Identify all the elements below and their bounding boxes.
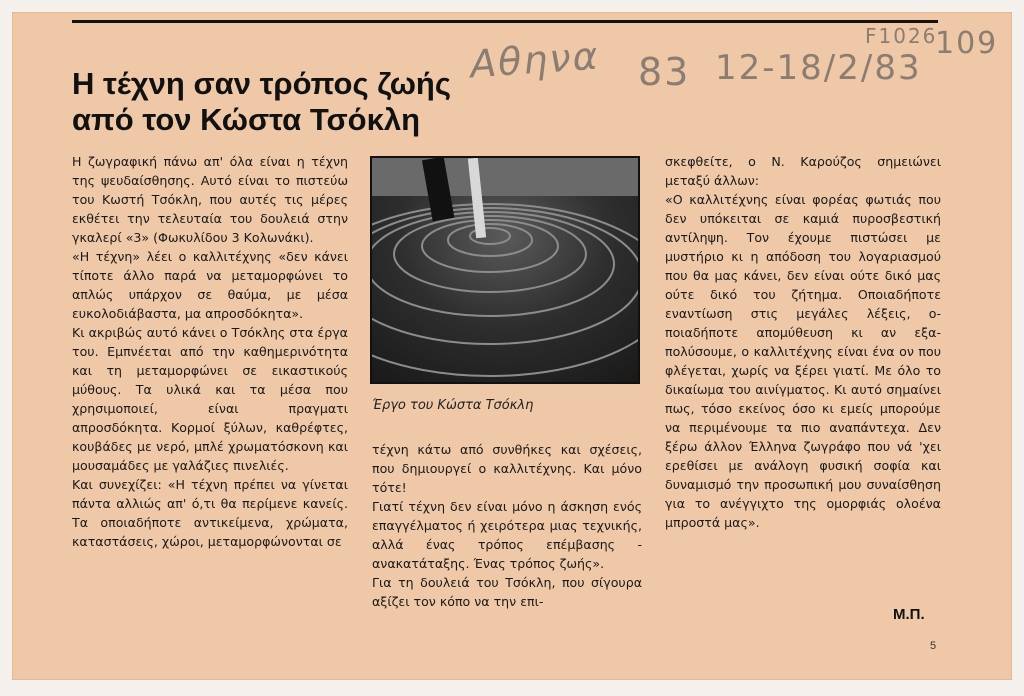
article-column-2	[372, 440, 642, 611]
artwork-photo	[370, 156, 640, 384]
article-column-1	[72, 152, 348, 551]
page-number: 5	[930, 640, 937, 652]
article-headline	[72, 66, 592, 138]
column-1-paragraph-3: Κι ακριβώς αυτό κάνει ο Τσόκλης στα έργα του. Εμπνέεται από την καθημερινότητα και τη μεταμορφώνει σε εικαστικούς μύθους. Τα υλικά και τα μέσα που χρησιμοποιεί, είναι πραγματι απροσδόκητα. Κορμοί ξύλων, καθρέφτες, κουβάδες με νερό, μπλέ χρωματόσκονη και μουσαμάδες με γαλάζιες πινελιές.	[72, 325, 348, 473]
column-1-paragraph-2: «Η τέχνη» λέει ο καλλιτέχνης «δεν κάνει τίποτε άλλο παρά να μεταμορφώνει το απλώς υπάρχον σε θαύμα, με μέσα ευκολοδιάβαστα, μα απροσδόκητα».	[72, 249, 348, 321]
headline-line-2: από τον Κώστα Τσόκλη	[72, 102, 421, 137]
column-3-paragraph-1: σκεφθείτε, ο Ν. Καρούζος σημειώνει μεταξύ άλλων:	[665, 154, 941, 188]
author-signature: Μ.Π.	[893, 606, 925, 623]
handwritten-code: F1026	[865, 24, 938, 48]
column-1-paragraph-1: Η ζωγραφική πάνω απ' όλα είναι η τέχνη της ψευδαίσθησης. Αυτό είναι το πιστεύω του Κωστή Τσόκλη, που αυτές τις μέρες εκθέτει την τελευταία του δουλειά στην γκαλερί «3» (Φωκυλίδου 3 Κολωνάκι).	[72, 154, 348, 245]
article-column-3	[665, 152, 941, 532]
photo-caption: Έργο του Κώστα Τσόκλη	[372, 398, 534, 413]
column-2-paragraph-2: Γιατί τέχνη δεν είναι μόνο η άσκηση ενός επαγγέλματος ή χειρότερα μιας τεχνικής, αλλά ένας τρόπος επέμβασης - ανακατάταξης. Ένας τρόπος ζωής».	[372, 499, 642, 571]
handwritten-page: 109	[935, 26, 999, 61]
handwritten-dates: 12-18/2/83	[715, 48, 922, 88]
column-2-paragraph-1: τέχνη κάτω από συνθήκες και σχέσεις, που δημιουργεί ο καλλιτέχνης. Και μόνο τότε!	[372, 442, 642, 495]
handwritten-source: Αθηνα	[468, 33, 601, 87]
water-ripples-image	[372, 158, 638, 382]
column-1-paragraph-4: Και συνεχίζει: «Η τέχνη πρέπει να γίνεται πάντα αλλιώς απ' ό,τι θα περίμενε κανείς. Τα οποιαδήποτε αντικείμενα, χρώματα, καταστάσεις, χώροι, μεταμορφώνονται σε	[72, 477, 348, 549]
column-2-paragraph-3: Για τη δουλειά του Τσόκλη, που σίγουρα αξίζει τον κόπο να την επι-	[372, 575, 642, 609]
headline-line-1: Η τέχνη σαν τρόπος ζωής	[72, 66, 451, 101]
column-3-paragraph-2: «Ο καλλιτέχνης είναι φορέας φωτιάς που δεν υπόκειται σε καμιά πυροσβεστική αντίληψη. Τον έχουμε πιστώσει με μυστήριο κι η απόδοση του λογαριασμού που θα μας κάνει, δεν είναι ούτε δικό μας ούτε δικό του ζήτημα. Οποιαδήποτε εναντίωση στις μεγάλες λέξεις, οποιαδήποτε απομύθευση κι αν εξαπολύσουμε, ο καλλιτέχνης είναι ένα ον που φλέγεται, χωρίς να ξέρει γιατί. Με όλο το δικαίωμα του αινίγματος. Κι αυτό σημαίνει πως, τόσο εκείνος όσο κι εμείς μπορούμε να περιμένουμε τα πιο αναπάντεχα. Δεν ξέρω άλλον Έλληνα ζωγράφο που νά 'χει ερεθίσει με ανάλογη φυσική σοφία και δυναμισμό την προσωπική μου συναίσθηση για το ανέγγιχτο της ομορφιάς ολοένα μπροστά μας».	[665, 192, 941, 530]
handwritten-issue-number: 83	[638, 50, 691, 94]
top-rule	[72, 20, 938, 23]
